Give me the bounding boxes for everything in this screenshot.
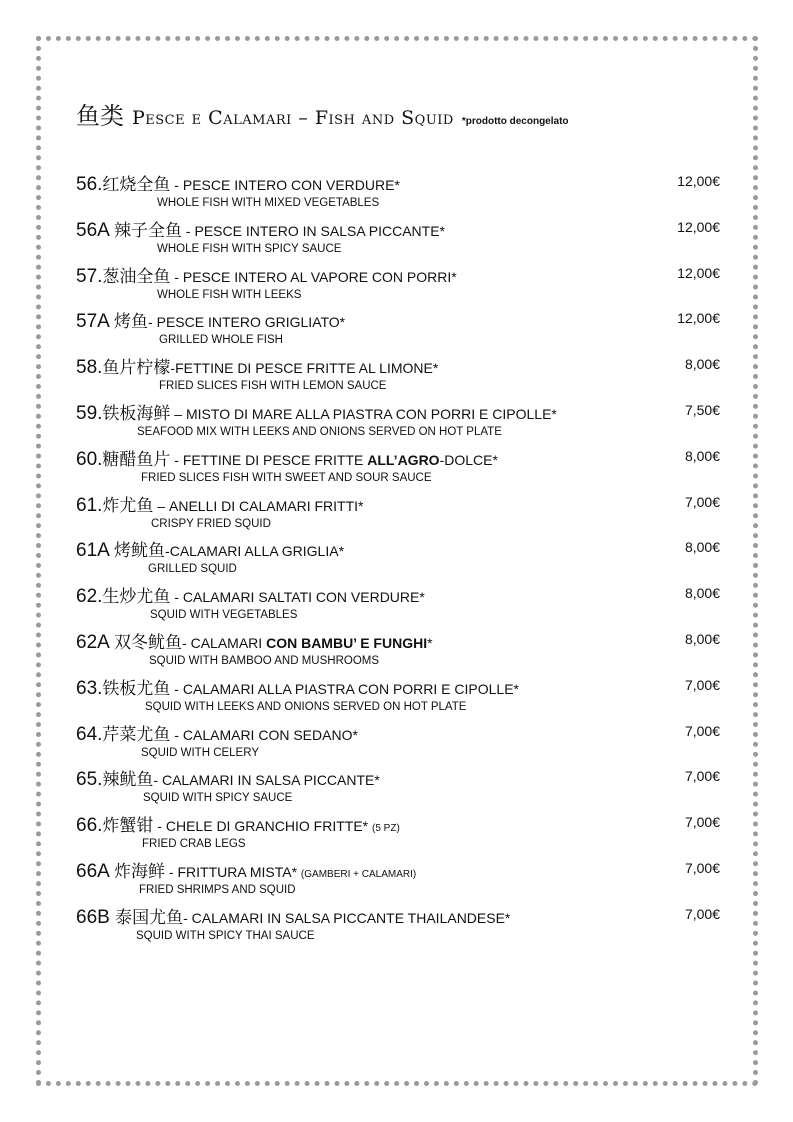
section-title-chinese: 鱼类 xyxy=(76,102,124,130)
section-title: Pesce e Calamari – Fish and Squid xyxy=(132,107,454,129)
item-italian-name: CALAMARI SALTATI CON VERDURE* xyxy=(182,589,425,606)
section-header xyxy=(76,96,569,131)
item-price: 7,00€ xyxy=(684,676,720,693)
item-english-name: WHOLE FISH WITH LEEKS xyxy=(157,288,302,301)
item-chinese-name: 葱油全鱼 xyxy=(102,266,171,287)
item-english-name: SEAFOOD MIX WITH LEEKS AND ONIONS SERVED ON HOT PLATE xyxy=(137,426,502,438)
item-chinese-name: 辣鱿鱼 xyxy=(102,770,154,791)
item-italian-name: CALAMARI IN SALSA PICCANTE* xyxy=(161,772,380,789)
item-price: 7,00€ xyxy=(684,814,720,831)
item-italian-name: PESCE INTERO AL VAPORE CON PORRI* xyxy=(182,268,457,285)
menu-item xyxy=(76,170,720,195)
item-separator: - xyxy=(148,314,157,331)
item-price: 12,00€ xyxy=(677,264,720,281)
item-english-name: SQUID WITH VEGETABLES xyxy=(150,609,298,622)
item-price: 12,00€ xyxy=(677,173,720,189)
item-english-name: WHOLE FISH WITH SPICY SAUCE xyxy=(157,242,342,255)
item-italian-name: PESCE INTERO IN SALSA PICCANTE* xyxy=(194,222,446,239)
item-italian-name: PESCE INTERO CON VERDURE* xyxy=(182,177,400,193)
item-italian-name: FETTINE DI PESCE FRITTE xyxy=(182,451,368,468)
item-separator: - xyxy=(165,543,170,560)
item-number: 66B xyxy=(76,906,116,928)
menu-item xyxy=(76,720,720,745)
item-number: 63. xyxy=(76,677,103,699)
item-english-name: FRIED SLICES FISH WITH LEMON SAUCE xyxy=(159,380,387,393)
item-number: 66. xyxy=(76,815,103,837)
item-chinese-name: 烤鱼 xyxy=(114,312,149,333)
item-portion-note: (GAMBERI + CALAMARI) xyxy=(300,869,417,880)
menu-item xyxy=(76,216,720,241)
item-price: 7,00€ xyxy=(684,905,720,922)
item-price: 12,00€ xyxy=(677,218,720,235)
item-number: 65. xyxy=(76,769,103,791)
item-separator: - xyxy=(153,818,166,835)
menu-item xyxy=(76,628,720,653)
item-separator: - xyxy=(182,222,195,239)
item-number: 61. xyxy=(76,494,103,516)
item-italian-name: CALAMARI IN SALSA PICCANTE THAILANDESE* xyxy=(191,909,511,926)
item-number: 66A xyxy=(76,861,115,882)
item-number: 58. xyxy=(76,357,103,379)
item-separator: - xyxy=(170,451,183,468)
item-separator: - xyxy=(170,726,183,743)
item-english-name: WHOLE FISH WITH MIXED VEGETABLES xyxy=(157,197,380,209)
item-separator: - xyxy=(170,680,183,697)
menu-item xyxy=(76,765,720,791)
menu-item xyxy=(76,674,720,699)
item-separator: - xyxy=(170,360,176,377)
item-english-name: FRIED SHRIMPS AND SQUID xyxy=(139,884,296,896)
item-price: 7,00€ xyxy=(684,493,720,510)
item-english-name: FRIED SLICES FISH WITH SWEET AND SOUR SAUCE xyxy=(141,471,432,484)
menu-item xyxy=(76,445,720,470)
item-chinese-name: 炸蟹钳 xyxy=(102,816,154,837)
item-italian-name: CALAMARI ALLA GRIGLIA* xyxy=(169,543,345,560)
item-number: 56. xyxy=(76,174,103,195)
item-portion-note: (5 PZ) xyxy=(372,823,400,835)
item-price: 8,00€ xyxy=(684,539,720,556)
item-italian-name: CALAMARI CON SEDANO* xyxy=(182,726,358,743)
item-english-name: SQUID WITH SPICY SAUCE xyxy=(143,792,293,805)
item-italian-suffix: -DOLCE* xyxy=(439,451,498,468)
item-italian-name: ANELLI DI CALAMARI FRITTI* xyxy=(169,497,364,514)
item-price: 8,00€ xyxy=(684,447,720,464)
item-english-name: SQUID WITH BAMBOO AND MUSHROOMS xyxy=(149,655,380,667)
item-italian-bold: ALL’AGRO xyxy=(367,451,440,468)
menu-item xyxy=(76,811,720,837)
item-italian-name: CHELE DI GRANCHIO FRITTE* xyxy=(165,818,373,835)
item-number: 59. xyxy=(76,403,103,424)
menu-item xyxy=(76,262,720,287)
menu-item xyxy=(76,399,720,424)
menu-item xyxy=(76,307,720,333)
item-chinese-name: 辣子全鱼 xyxy=(114,220,183,241)
item-price: 7,50€ xyxy=(684,402,720,418)
item-number: 61A xyxy=(76,540,115,562)
item-price: 7,00€ xyxy=(684,722,720,739)
item-number: 62A xyxy=(76,632,115,653)
item-separator: - xyxy=(182,635,191,651)
item-english-name: FRIED CRAB LEGS xyxy=(142,838,246,851)
item-italian-name: FRITTURA MISTA* xyxy=(177,864,301,880)
item-price: 8,00€ xyxy=(684,356,720,373)
menu-item xyxy=(76,903,720,928)
item-chinese-name: 芹菜尤鱼 xyxy=(102,724,171,745)
menu-item xyxy=(76,857,720,882)
item-price: 8,00€ xyxy=(684,631,720,647)
item-chinese-name: 烤鱿鱼 xyxy=(114,541,166,562)
menu-item xyxy=(76,491,720,516)
item-italian-bold: CON BAMBU’ E FUNGHI xyxy=(266,635,428,651)
item-english-name: GRILLED WHOLE FISH xyxy=(159,334,283,347)
item-italian-name: MISTO DI MARE ALLA PIASTRA CON PORRI E CIPOLLE* xyxy=(186,406,557,422)
item-number: 57A xyxy=(76,311,115,333)
item-number: 64. xyxy=(76,723,103,745)
item-chinese-name: 糖醋鱼片 xyxy=(102,449,171,470)
item-separator: - xyxy=(153,772,162,789)
item-separator: - xyxy=(170,268,183,285)
item-separator: - xyxy=(170,589,183,606)
item-chinese-name: 炸尤鱼 xyxy=(102,495,154,516)
item-number: 60. xyxy=(76,448,103,470)
item-chinese-name: 双冬鱿鱼 xyxy=(114,633,183,653)
item-separator: – xyxy=(153,497,169,514)
item-separator: - xyxy=(165,864,178,880)
item-separator: - xyxy=(183,909,192,926)
menu-item xyxy=(76,582,720,608)
item-chinese-name: 红烧全鱼 xyxy=(102,175,171,195)
menu-item xyxy=(76,353,720,379)
item-chinese-name: 铁板海鲜 xyxy=(102,404,171,424)
item-italian-name: PESCE INTERO GRIGLIATO* xyxy=(156,314,346,331)
item-chinese-name: 炸海鲜 xyxy=(114,862,166,882)
item-price: 8,00€ xyxy=(684,585,720,602)
frozen-note: *prodotto decongelato xyxy=(461,116,569,127)
item-chinese-name: 泰国尤鱼 xyxy=(115,907,184,928)
item-price: 7,00€ xyxy=(684,860,720,876)
menu-item xyxy=(76,536,720,562)
item-italian-name: CALAMARI xyxy=(190,635,267,651)
item-english-name: SQUID WITH SPICY THAI SAUCE xyxy=(136,929,315,942)
item-english-name: SQUID WITH LEEKS AND ONIONS SERVED ON HOT PLATE xyxy=(145,700,467,713)
item-italian-name: CALAMARI ALLA PIASTRA CON PORRI E CIPOLLE* xyxy=(182,680,519,697)
item-separator: - xyxy=(170,177,183,193)
item-english-name: CRISPY FRIED SQUID xyxy=(151,517,271,530)
item-number: 57. xyxy=(76,265,103,287)
item-chinese-name: 生炒尤鱼 xyxy=(102,587,171,608)
item-price: 12,00€ xyxy=(677,310,720,327)
item-english-name: GRILLED SQUID xyxy=(148,563,237,576)
item-italian-name: FETTINE DI PESCE FRITTE AL LIMONE* xyxy=(175,360,439,377)
item-number: 62. xyxy=(76,586,103,608)
item-number: 56A xyxy=(76,219,115,241)
item-english-name: SQUID WITH CELERY xyxy=(141,746,259,759)
item-italian-suffix: * xyxy=(427,635,433,651)
item-chinese-name: 鱼片柠檬 xyxy=(102,358,171,379)
item-price: 7,00€ xyxy=(684,768,720,785)
item-chinese-name: 铁板尤鱼 xyxy=(102,678,171,699)
item-separator: – xyxy=(170,406,186,422)
